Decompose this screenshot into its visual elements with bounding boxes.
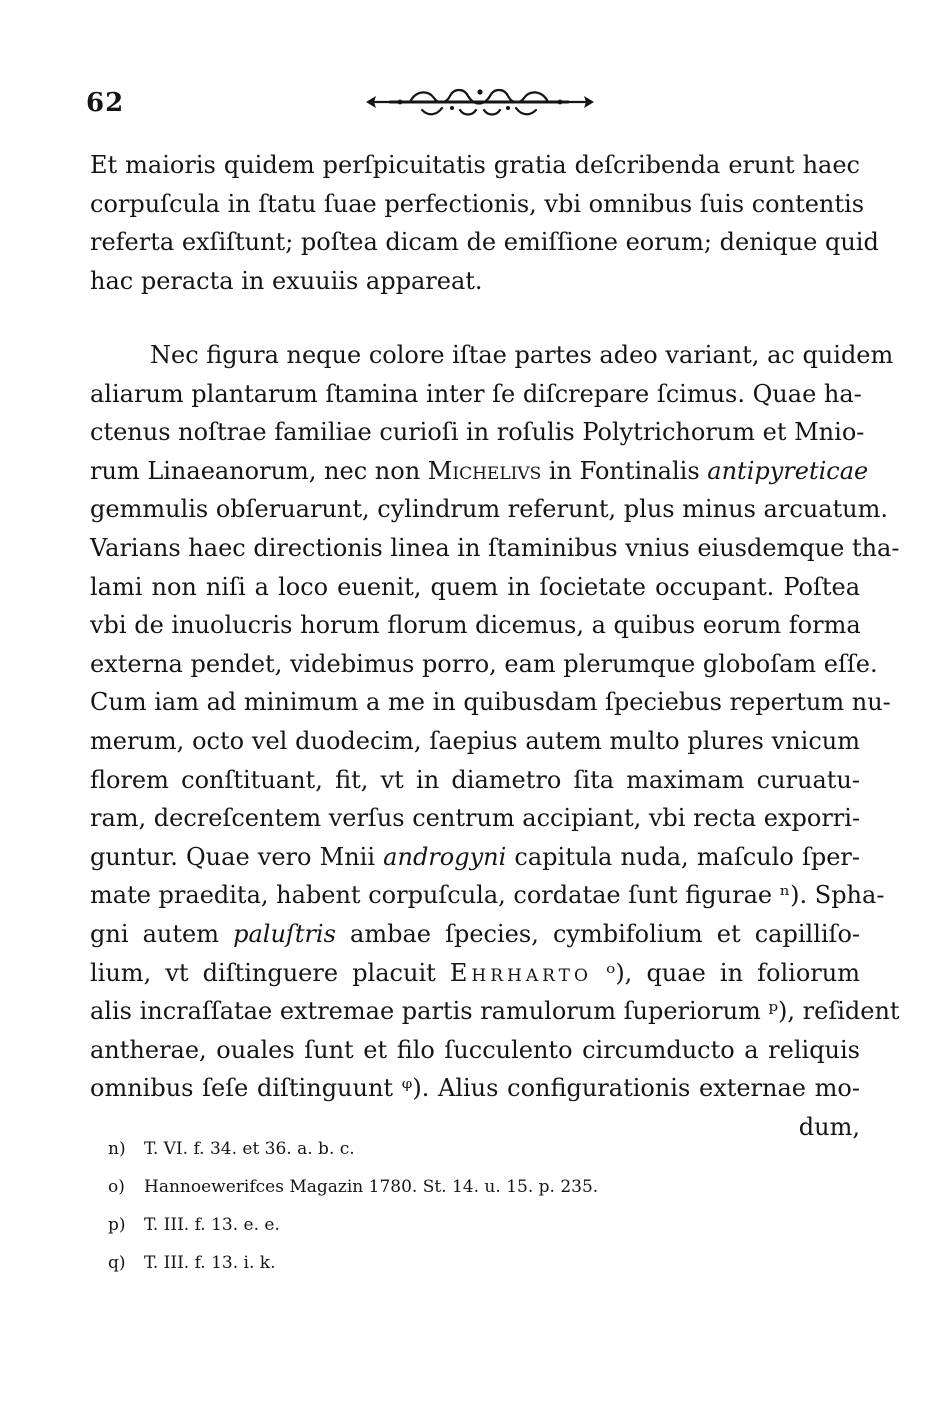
- text-line-catchword: dum,: [798, 1112, 860, 1141]
- text-line: referta exſiſtunt; poſtea dicam de emiſſione eorum; denique quid: [90, 228, 879, 257]
- footnote-mark: o): [108, 1177, 125, 1197]
- text-line: mate praedita, habent corpuſcula, cordatae ſunt figurae ⁿ). Spha-: [90, 881, 885, 910]
- text-fragment: rum Linaeanorum, nec non: [90, 456, 428, 485]
- text-fragment: in Fontinalis: [541, 456, 708, 485]
- paragraph-2: [90, 336, 900, 1146]
- page-number: 62: [86, 88, 125, 118]
- footnote-mark: q): [108, 1253, 126, 1273]
- footnote-mark: n): [108, 1139, 126, 1159]
- text-fragment: gni autem: [90, 919, 234, 948]
- text-fragment: ambae ſpecies, cymbifolium et capilliſo-: [335, 919, 861, 948]
- footnote-text: T. VI. f. 34. et 36. a. b. c.: [144, 1139, 355, 1159]
- footnote-text: T. III. f. 13. e. e.: [144, 1215, 280, 1235]
- ornament-vignette-icon: [364, 84, 596, 120]
- text-line: alis incraſſatae extremae partis ramulorum ſuperiorum ᵖ), reſident: [90, 997, 900, 1026]
- text-line: antherae, ouales ſunt et filo ſucculento circumducto a reliquis: [90, 1035, 860, 1064]
- text-line: hac peracta in exuuiis appareat.: [90, 266, 483, 295]
- text-line: externa pendet, videbimus porro, eam plerumque globoſam eſſe.: [90, 649, 878, 678]
- text-line: Et maioris quidem perſpicuitatis gratia deſcribenda erunt haec: [90, 151, 860, 179]
- paragraph-1: [90, 146, 879, 300]
- footnote-text: Hannoewerifces Magazin 1780. St. 14. u. 15. p. 235.: [144, 1177, 599, 1197]
- text-line: lami non niſi a loco euenit, quem in ſocietate occupant. Poſtea: [90, 572, 860, 601]
- footnote: [108, 1244, 728, 1282]
- author-name-spaced-caps: Ehrharto: [449, 958, 592, 987]
- text-line: ram, decreſcentem verſus centrum accipiant, vbi recta exporri-: [90, 804, 861, 833]
- text-line: florem conſtituant, fit, vt in diametro ſita maximam curuatu-: [90, 765, 860, 794]
- text-line: [90, 954, 860, 993]
- footnote: [108, 1130, 728, 1168]
- text-line: corpuſcula in ſtatu ſuae perfectionis, vbi omnibus ſuis contentis: [90, 189, 865, 218]
- author-name-small-caps: Michelivs: [427, 456, 542, 485]
- italic-species-name: antipyreticae: [707, 456, 869, 485]
- text-line: gemmulis obſeruarunt, cylindrum referunt, plus minus arcuatum.: [90, 495, 889, 524]
- text-line: ctenus noſtrae familiae curioſi in roſulis Polytrichorum et Mnio-: [90, 418, 865, 447]
- text-line: [90, 452, 869, 491]
- text-line: vbi de inuolucris horum florum dicemus, a quibus eorum forma: [90, 611, 861, 640]
- text-line: Nec figura neque colore iſtae partes adeo variant, ac quidem: [150, 341, 894, 369]
- text-line: aliarum plantarum ſtamina inter ſe diſcrepare ſcimus. Quae ha-: [90, 379, 862, 408]
- text-line: Varians haec directionis linea in ſtaminibus vnius eiusdemque tha-: [90, 533, 900, 562]
- footnotes: [108, 1130, 728, 1282]
- footnote-mark: p): [108, 1215, 126, 1235]
- text-fragment: capitula nuda, maſculo ſper-: [506, 842, 860, 871]
- italic-species-name: androgyni: [383, 842, 507, 871]
- text-line: merum, octo vel duodecim, ſaepius autem multo plures vnicum: [90, 726, 860, 755]
- footnote: [108, 1168, 728, 1206]
- text-line: [90, 915, 860, 954]
- text-line: [90, 838, 860, 877]
- italic-species-name: paluſtris: [233, 919, 336, 948]
- text-fragment: lium, vt diſtinguere placuit: [90, 958, 450, 987]
- footnote: [108, 1206, 728, 1244]
- text-line: Cum iam ad minimum a me in quibusdam ſpeciebus repertum nu-: [90, 688, 891, 717]
- text-fragment: guntur. Quae vero Mnii: [90, 842, 384, 871]
- footnote-text: T. III. f. 13. i. k.: [144, 1253, 276, 1273]
- text-line: omnibus ſeſe diſtinguunt ᵠ). Alius configurationis externae mo-: [90, 1074, 860, 1103]
- text-fragment: ᵒ), quae in foliorum: [591, 958, 860, 987]
